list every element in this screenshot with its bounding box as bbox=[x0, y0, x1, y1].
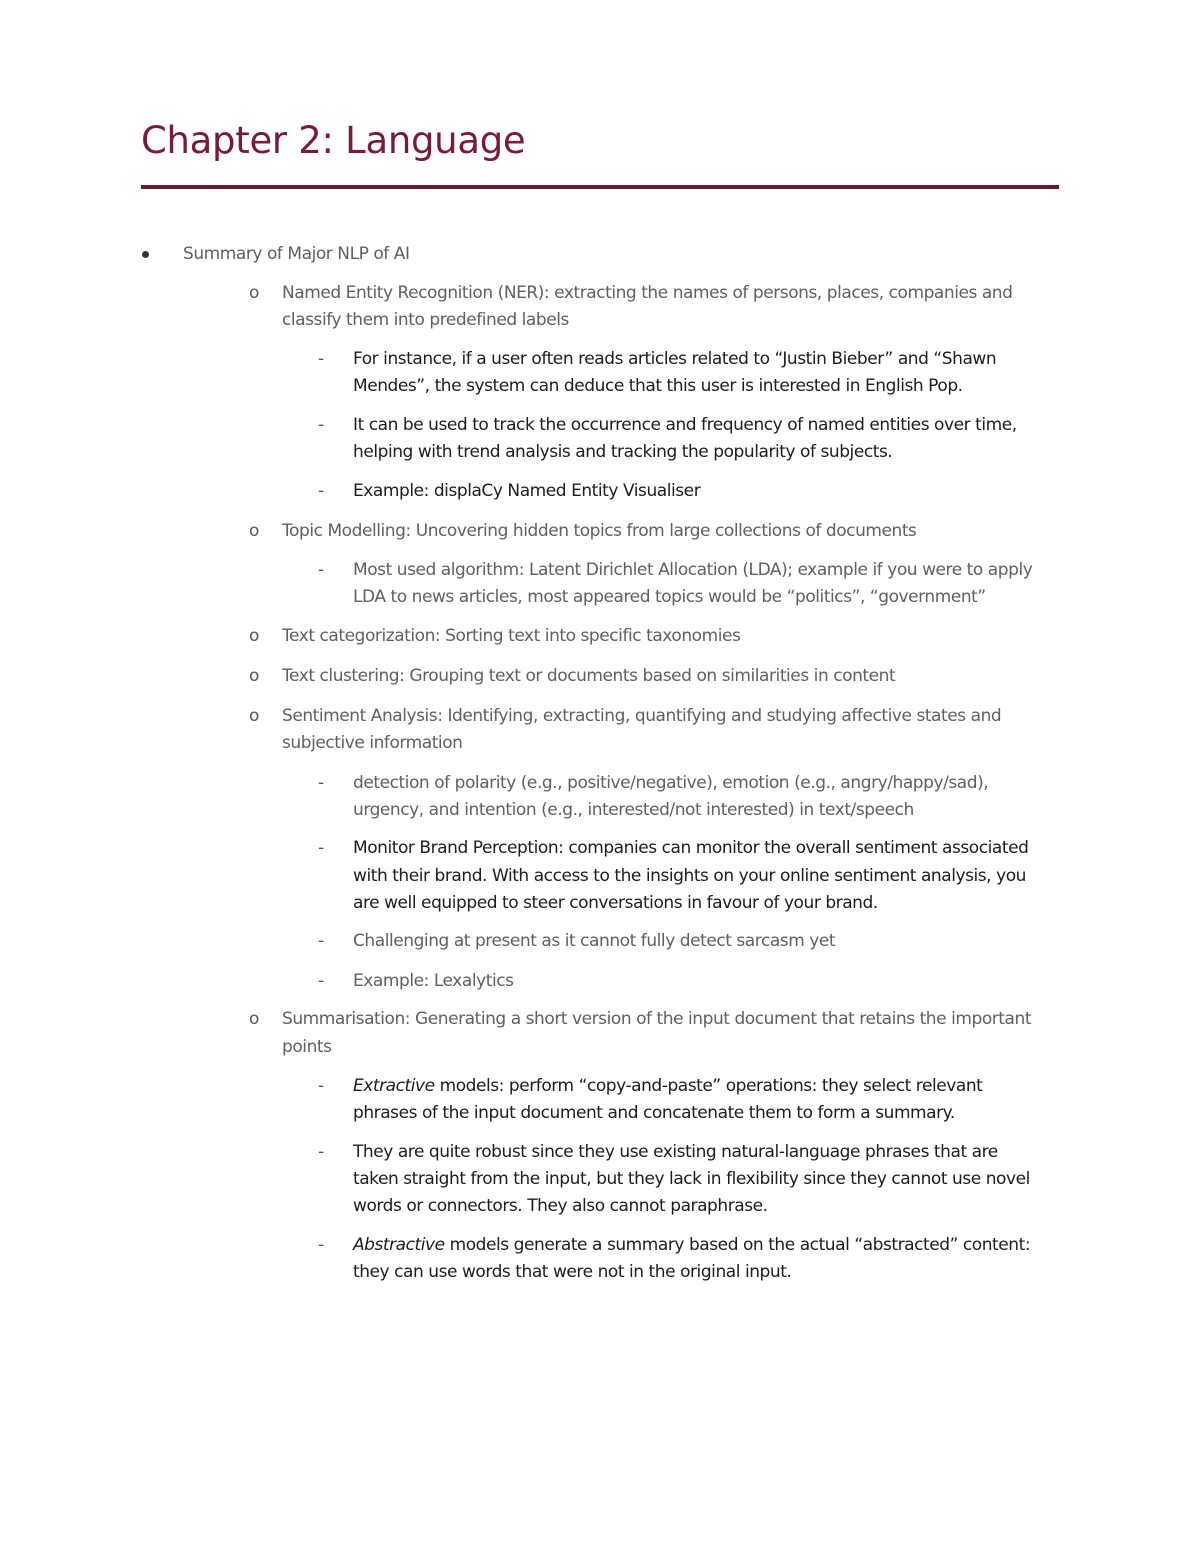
summary-heading: Summary of Major NLP of AI bbox=[183, 244, 410, 264]
summarisation-point-2-line-2: taken straight from the input, but they lack in flexibility since they cannot use novel bbox=[353, 1169, 1030, 1189]
sentiment-point-3: Challenging at present as it cannot fully detect sarcasm yet bbox=[353, 931, 836, 951]
title-divider bbox=[141, 185, 1059, 189]
sub-bullet-marker: o bbox=[249, 521, 260, 541]
sentiment-point-2-line-1: Monitor Brand Perception: companies can monitor the overall sentiment associated bbox=[353, 838, 1029, 858]
dash-marker: - bbox=[318, 931, 325, 951]
bullet-dot-icon bbox=[142, 251, 149, 258]
dash-marker: - bbox=[318, 349, 325, 369]
ner-heading-line-1: Named Entity Recognition (NER): extracting the names of persons, places, companies and bbox=[282, 283, 1013, 303]
ner-heading-line-2: classify them into predefined labels bbox=[282, 310, 569, 330]
topic-heading: Topic Modelling: Uncovering hidden topics from large collections of documents bbox=[282, 521, 917, 541]
dash-marker: - bbox=[318, 971, 325, 991]
sub-bullet-marker: o bbox=[249, 666, 260, 686]
extractive-term: Extractive bbox=[353, 1076, 435, 1096]
sentiment-heading-line-2: subjective information bbox=[282, 733, 463, 753]
topic-point-1-line-2: LDA to news articles, most appeared topics would be “politics”, “government” bbox=[353, 587, 986, 607]
summarisation-heading-line-2: points bbox=[282, 1037, 332, 1057]
dash-marker: - bbox=[318, 415, 325, 435]
summarisation-point-2-line-3: words or connectors. They also cannot paraphrase. bbox=[353, 1196, 768, 1216]
abstractive-rest: models generate a summary based on the actual “abstracted” content: bbox=[444, 1235, 1031, 1255]
ner-point-2-line-2: helping with trend analysis and tracking the popularity of subjects. bbox=[353, 442, 893, 462]
ner-point-3: Example: displaCy Named Entity Visualiser bbox=[353, 481, 701, 501]
clustering-item: Text clustering: Grouping text or documents based on similarities in content bbox=[282, 666, 896, 686]
sentiment-heading-line-1: Sentiment Analysis: Identifying, extracting, quantifying and studying affective states and bbox=[282, 706, 1002, 726]
sentiment-point-1-line-2: urgency, and intention (e.g., interested/not interested) in text/speech bbox=[353, 800, 914, 820]
topic-point-1-line-1: Most used algorithm: Latent Dirichlet Allocation (LDA); example if you were to apply bbox=[353, 560, 1033, 580]
categorization-item: Text categorization: Sorting text into specific taxonomies bbox=[282, 626, 741, 646]
summarisation-point-1-line-2: phrases of the input document and concatenate them to form a summary. bbox=[353, 1103, 955, 1123]
dash-marker: - bbox=[318, 560, 325, 580]
dash-marker: - bbox=[318, 1076, 325, 1096]
sentiment-point-2-line-3: are well equipped to steer conversations in favour of your brand. bbox=[353, 893, 878, 913]
summarisation-heading-line-1: Summarisation: Generating a short version of the input document that retains the important bbox=[282, 1009, 1032, 1029]
chapter-title: Chapter 2: Language bbox=[141, 119, 526, 162]
ner-point-2-line-1: It can be used to track the occurrence and frequency of named entities over time, bbox=[353, 415, 1017, 435]
extractive-rest: models: perform “copy-and-paste” operations: they select relevant bbox=[434, 1076, 983, 1096]
sub-bullet-marker: o bbox=[249, 626, 260, 646]
sub-bullet-marker: o bbox=[249, 706, 260, 726]
sentiment-point-1-line-1: detection of polarity (e.g., positive/negative), emotion (e.g., angry/happy/sad), bbox=[353, 773, 989, 793]
dash-marker: - bbox=[318, 838, 325, 858]
summarisation-point-3-line-2: they can use words that were not in the original input. bbox=[353, 1262, 792, 1282]
dash-marker: - bbox=[318, 1235, 325, 1255]
sentiment-point-2-line-2: with their brand. With access to the insights on your online sentiment analysis, you bbox=[353, 866, 1026, 886]
summarisation-point-3-line-1 bbox=[353, 1232, 1030, 1259]
sub-bullet-marker: o bbox=[249, 283, 260, 303]
dash-marker: - bbox=[318, 1142, 325, 1162]
dash-marker: - bbox=[318, 773, 325, 793]
ner-point-1-line-2: Mendes”, the system can deduce that this user is interested in English Pop. bbox=[353, 376, 963, 396]
summarisation-point-2-line-1: They are quite robust since they use existing natural-language phrases that are bbox=[353, 1142, 998, 1162]
abstractive-term: Abstractive bbox=[353, 1235, 445, 1255]
sub-bullet-marker: o bbox=[249, 1009, 260, 1029]
summarisation-point-1-line-1 bbox=[353, 1073, 982, 1100]
dash-marker: - bbox=[318, 481, 325, 501]
ner-point-1-line-1: For instance, if a user often reads articles related to “Justin Bieber” and “Shawn bbox=[353, 349, 997, 369]
sentiment-point-4: Example: Lexalytics bbox=[353, 971, 514, 991]
